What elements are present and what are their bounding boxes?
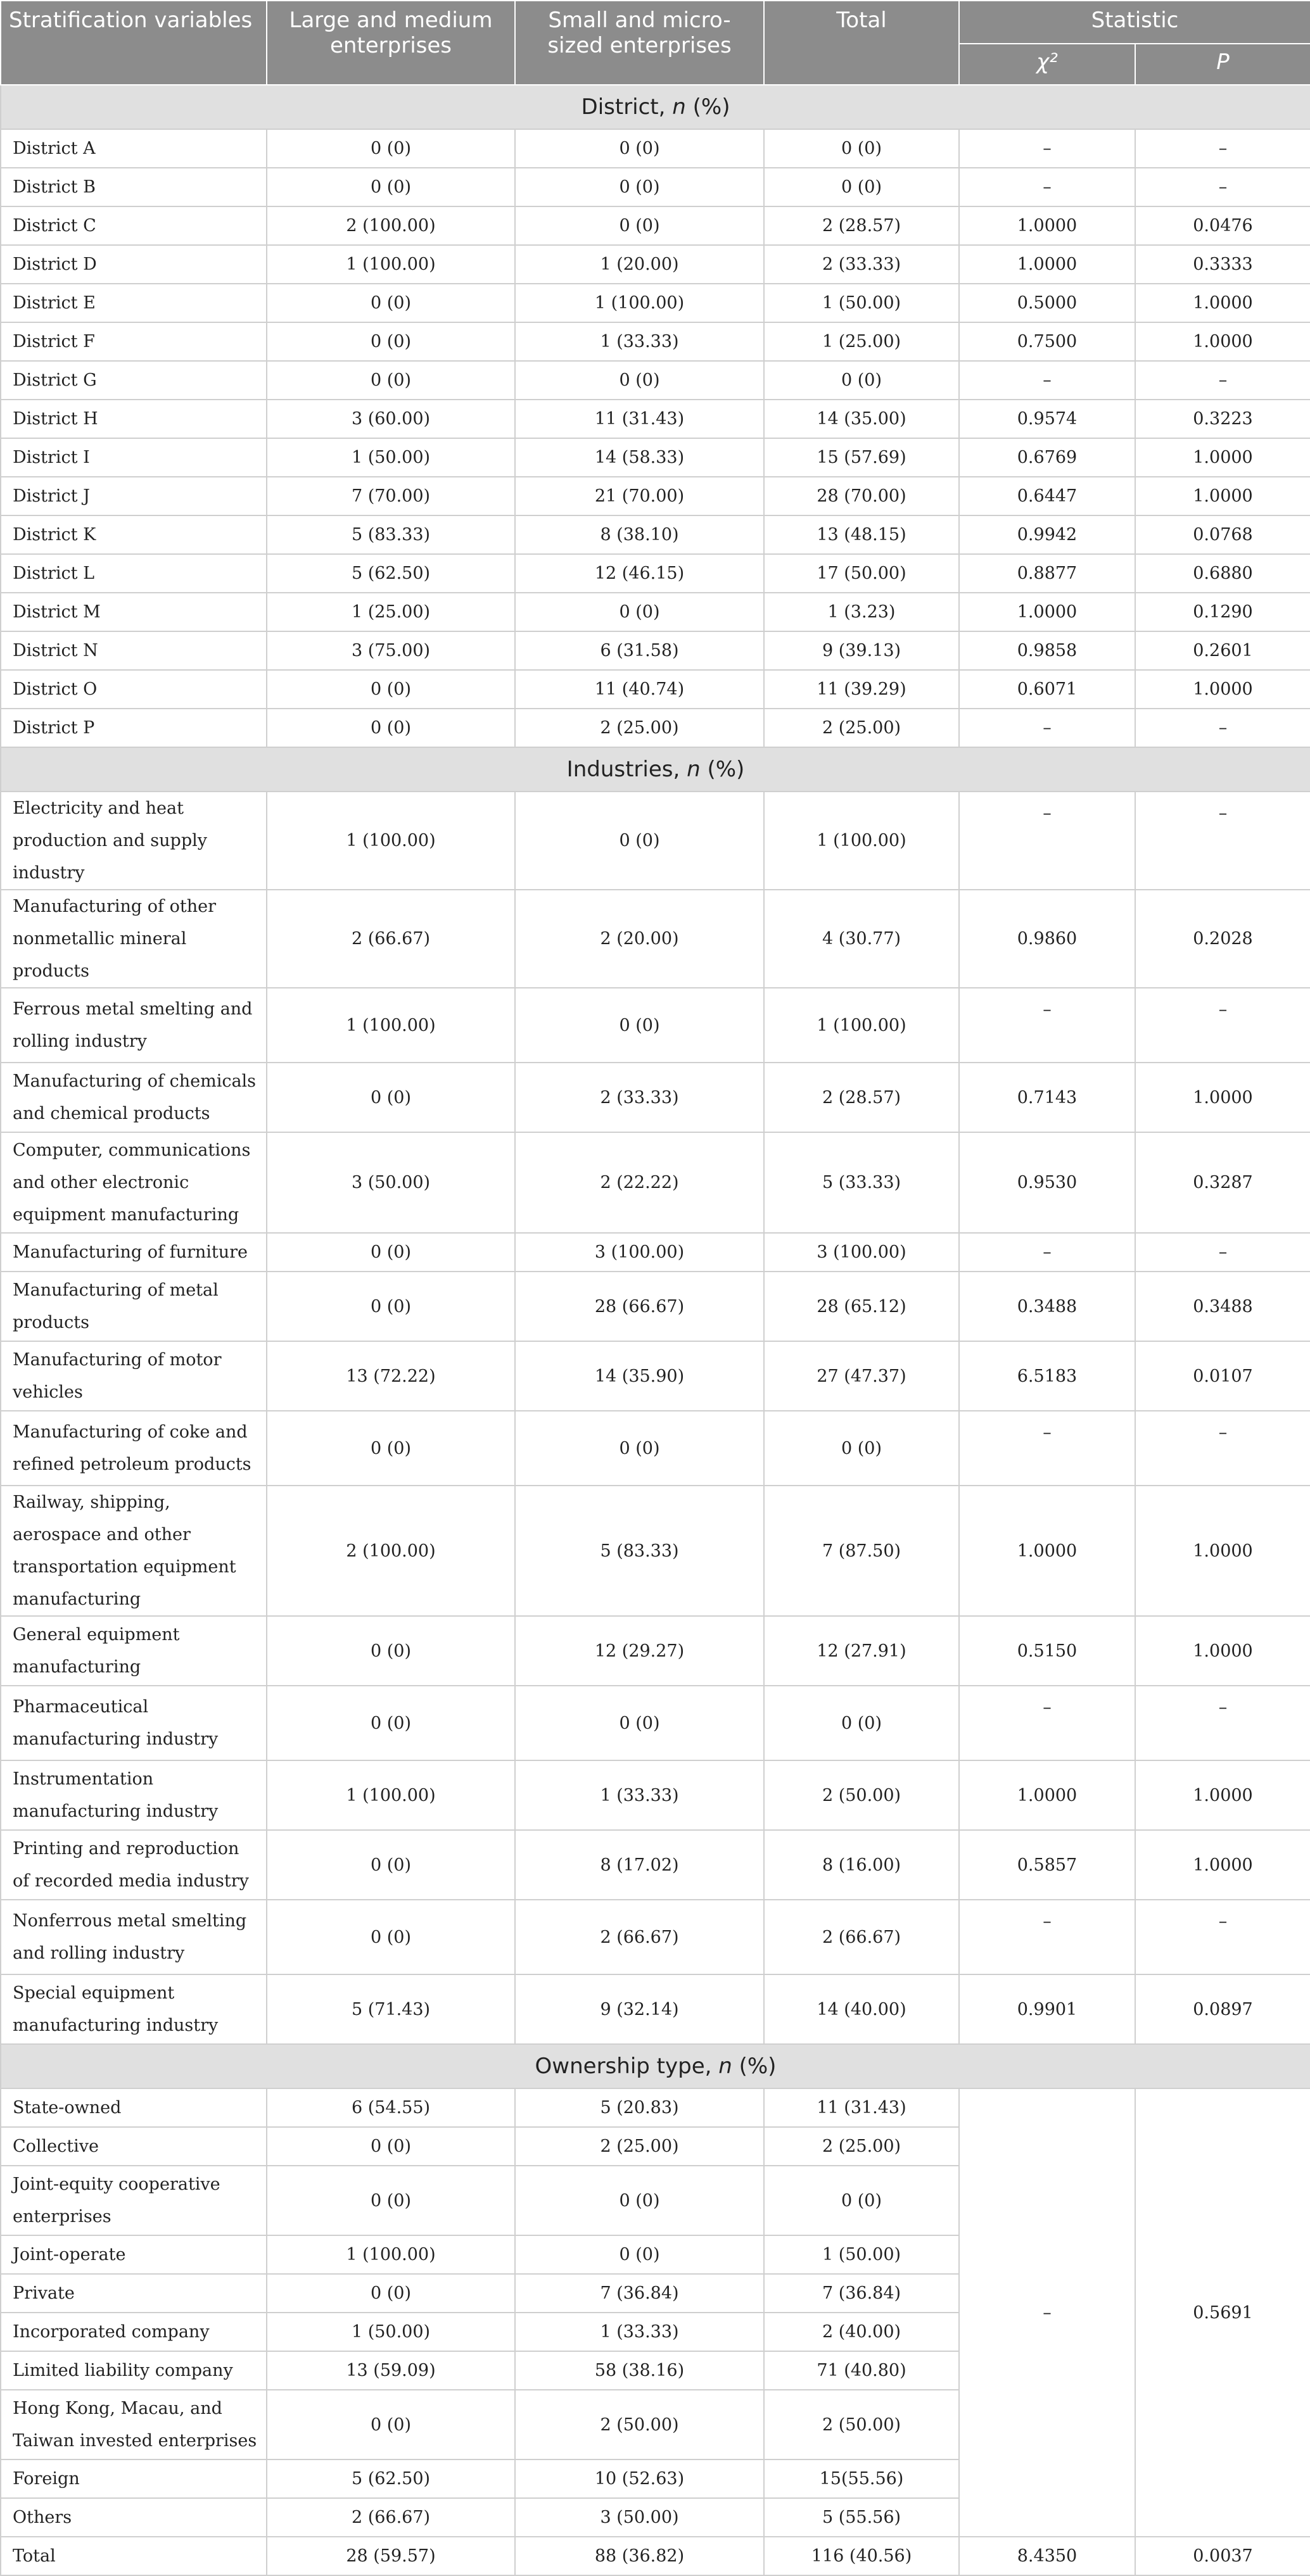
table-row [1, 554, 1310, 593]
cell-total: 1 (100.00) [764, 792, 959, 890]
row-label: District E [1, 284, 267, 322]
cell-large-medium: 0 (0) [267, 2166, 515, 2235]
cell-large-medium: 1 (100.00) [267, 1760, 515, 1830]
cell-small-micro: 2 (25.00) [515, 2127, 764, 2166]
cell-p: – [1135, 1900, 1310, 1974]
cell-total: 2 (66.67) [764, 1900, 959, 1974]
cell-total: 1 (100.00) [764, 988, 959, 1063]
row-label: Limited liability company [1, 2351, 267, 2390]
table-row [1, 1132, 1310, 1233]
table-row [1, 631, 1310, 670]
cell-p: 1.0000 [1135, 1830, 1310, 1900]
cell-total: 12 (27.91) [764, 1616, 959, 1686]
table-row [1, 1900, 1310, 1974]
cell-total: 4 (30.77) [764, 890, 959, 988]
cell-total: 13 (48.15) [764, 515, 959, 554]
cell-total: 2 (33.33) [764, 245, 959, 284]
row-label: District J [1, 477, 267, 515]
row-label: District M [1, 593, 267, 631]
row-label: District C [1, 206, 267, 245]
cell-chi2: – [959, 361, 1135, 400]
cell-total: 7 (36.84) [764, 2274, 959, 2313]
cell-total: 2 (28.57) [764, 1063, 959, 1132]
cell-total: 71 (40.80) [764, 2351, 959, 2390]
table-row [1, 792, 1310, 890]
cell-small-micro: 14 (58.33) [515, 438, 764, 477]
cell-p: 0.0107 [1135, 1341, 1310, 1411]
table-row [1, 670, 1310, 709]
cell-large-medium: 2 (100.00) [267, 206, 515, 245]
cell-chi2: 1.0000 [959, 593, 1135, 631]
cell-total: 0 (0) [764, 2166, 959, 2235]
row-label: Manufacturing of furniture [1, 1233, 267, 1272]
row-label: Manufacturing of coke and refined petroleum products [1, 1411, 267, 1486]
cell-small-micro: 12 (29.27) [515, 1616, 764, 1686]
row-label: District O [1, 670, 267, 709]
cell-total: 1 (50.00) [764, 2235, 959, 2274]
cell-chi2: 1.0000 [959, 245, 1135, 284]
cell-large-medium: 3 (50.00) [267, 1132, 515, 1233]
ownership-rows [1, 2088, 1310, 2537]
cell-chi2: – [959, 168, 1135, 206]
table-row [1, 400, 1310, 438]
cell-small-micro: 8 (38.10) [515, 515, 764, 554]
cell-small-micro: 0 (0) [515, 2166, 764, 2235]
cell-chi2: 0.5857 [959, 1830, 1135, 1900]
cell-large-medium: 0 (0) [267, 1616, 515, 1686]
table-row [1, 1486, 1310, 1616]
cell-large-medium: 7 (70.00) [267, 477, 515, 515]
table-row [1, 1341, 1310, 1411]
cell-total: 9 (39.13) [764, 631, 959, 670]
cell-small-micro: 1 (20.00) [515, 245, 764, 284]
cell-p: 0.3287 [1135, 1132, 1310, 1233]
cell-p: 1.0000 [1135, 1063, 1310, 1132]
cell-chi2: 0.9858 [959, 631, 1135, 670]
cell-p: – [1135, 1233, 1310, 1272]
table-row [1, 515, 1310, 554]
cell-chi2: 8.4350 [959, 2537, 1135, 2575]
table-row [1, 2088, 1310, 2127]
table-row [1, 322, 1310, 361]
cell-small-micro: 0 (0) [515, 792, 764, 890]
row-label: Nonferrous metal smelting and rolling industry [1, 1900, 267, 1974]
row-label: Computer, communications and other electronic equipment manufacturing [1, 1132, 267, 1233]
cell-large-medium: 0 (0) [267, 361, 515, 400]
section-industries [1, 747, 1310, 792]
cell-small-micro: 0 (0) [515, 129, 764, 168]
cell-chi2: 0.9942 [959, 515, 1135, 554]
cell-chi2: 0.9901 [959, 1974, 1135, 2044]
cell-chi2: 0.9860 [959, 890, 1135, 988]
cell-chi2: 0.9530 [959, 1132, 1135, 1233]
cell-total: 15 (57.69) [764, 438, 959, 477]
row-label: Collective [1, 2127, 267, 2166]
cell-chi2: 6.5183 [959, 1341, 1135, 1411]
cell-small-micro: 21 (70.00) [515, 477, 764, 515]
table-row [1, 593, 1310, 631]
row-label: Instrumentation manufacturing industry [1, 1760, 267, 1830]
cell-small-micro: 1 (33.33) [515, 2313, 764, 2351]
cell-chi2: 1.0000 [959, 1760, 1135, 1830]
cell-small-micro: 0 (0) [515, 593, 764, 631]
cell-large-medium: 5 (62.50) [267, 554, 515, 593]
table-row [1, 1830, 1310, 1900]
cell-p: – [1135, 792, 1310, 890]
section-title: District, n (%) [1, 85, 1310, 129]
table-row [1, 361, 1310, 400]
row-label: Manufacturing of metal products [1, 1272, 267, 1341]
table-row [1, 890, 1310, 988]
cell-chi2: – [959, 709, 1135, 747]
row-label: Electricity and heat production and supply industry [1, 792, 267, 890]
cell-total: 0 (0) [764, 361, 959, 400]
cell-small-micro: 11 (31.43) [515, 400, 764, 438]
cell-total: 11 (31.43) [764, 2088, 959, 2127]
cell-p: 0.1290 [1135, 593, 1310, 631]
cell-chi2: 0.9574 [959, 400, 1135, 438]
cell-total: 7 (87.50) [764, 1486, 959, 1616]
cell-small-micro: 7 (36.84) [515, 2274, 764, 2313]
cell-large-medium: 5 (62.50) [267, 2459, 515, 2498]
cell-small-micro: 2 (66.67) [515, 1900, 764, 1974]
cell-small-micro: 2 (25.00) [515, 709, 764, 747]
cell-large-medium: 0 (0) [267, 2127, 515, 2166]
cell-large-medium: 6 (54.55) [267, 2088, 515, 2127]
cell-small-micro: 88 (36.82) [515, 2537, 764, 2575]
cell-p: – [1135, 361, 1310, 400]
cell-large-medium: 28 (59.57) [267, 2537, 515, 2575]
table-row [1, 1616, 1310, 1686]
cell-total: 0 (0) [764, 129, 959, 168]
table-row [1, 1063, 1310, 1132]
cell-large-medium: 1 (100.00) [267, 2235, 515, 2274]
cell-chi2: 0.8877 [959, 554, 1135, 593]
table-row [1, 709, 1310, 747]
cell-small-micro: 0 (0) [515, 206, 764, 245]
cell-total: 2 (40.00) [764, 2313, 959, 2351]
cell-chi2: 0.7143 [959, 1063, 1135, 1132]
cell-p: 0.5691 [1135, 2088, 1310, 2537]
cell-small-micro: 9 (32.14) [515, 1974, 764, 2044]
cell-large-medium: 0 (0) [267, 1411, 515, 1486]
header-small-micro: Small and micro-sized enterprises [515, 1, 764, 85]
cell-small-micro: 28 (66.67) [515, 1272, 764, 1341]
cell-large-medium: 1 (25.00) [267, 593, 515, 631]
cell-large-medium: 2 (66.67) [267, 890, 515, 988]
table-row [1, 1760, 1310, 1830]
total-row [1, 2537, 1310, 2575]
row-label: Private [1, 2274, 267, 2313]
row-label: Joint-equity cooperative enterprises [1, 2166, 267, 2235]
cell-large-medium: 2 (100.00) [267, 1486, 515, 1616]
cell-small-micro: 8 (17.02) [515, 1830, 764, 1900]
cell-small-micro: 58 (38.16) [515, 2351, 764, 2390]
row-label: District L [1, 554, 267, 593]
header-p: P [1135, 44, 1310, 85]
row-label: Total [1, 2537, 267, 2575]
cell-total: 17 (50.00) [764, 554, 959, 593]
cell-large-medium: 0 (0) [267, 322, 515, 361]
row-label: Manufacturing of chemicals and chemical products [1, 1063, 267, 1132]
row-label: Manufacturing of motor vehicles [1, 1341, 267, 1411]
row-label: Joint-operate [1, 2235, 267, 2274]
header-chi2: χ² [959, 44, 1135, 85]
cell-chi2: 0.5000 [959, 284, 1135, 322]
cell-large-medium: 0 (0) [267, 129, 515, 168]
table-header [1, 1, 1310, 85]
row-label: Pharmaceutical manufacturing industry [1, 1686, 267, 1760]
row-label: General equipment manufacturing [1, 1616, 267, 1686]
cell-total: 2 (50.00) [764, 2390, 959, 2459]
cell-small-micro: 2 (20.00) [515, 890, 764, 988]
cell-p: – [1135, 709, 1310, 747]
row-label: District N [1, 631, 267, 670]
cell-p: 0.0897 [1135, 1974, 1310, 2044]
district-rows [1, 129, 1310, 747]
cell-p: – [1135, 129, 1310, 168]
cell-total: 1 (25.00) [764, 322, 959, 361]
cell-chi2: – [959, 1686, 1135, 1760]
cell-small-micro: 3 (100.00) [515, 1233, 764, 1272]
cell-large-medium: 2 (66.67) [267, 2498, 515, 2537]
cell-large-medium: 0 (0) [267, 1686, 515, 1760]
cell-total: 1 (50.00) [764, 284, 959, 322]
cell-small-micro: 12 (46.15) [515, 554, 764, 593]
cell-small-micro: 0 (0) [515, 361, 764, 400]
table-row [1, 168, 1310, 206]
row-label: District P [1, 709, 267, 747]
cell-total: 0 (0) [764, 1686, 959, 1760]
cell-large-medium: 1 (100.00) [267, 245, 515, 284]
cell-p: 1.0000 [1135, 322, 1310, 361]
cell-small-micro: 5 (20.83) [515, 2088, 764, 2127]
cell-large-medium: 0 (0) [267, 2390, 515, 2459]
row-label: State-owned [1, 2088, 267, 2127]
cell-p: 0.3223 [1135, 400, 1310, 438]
cell-p: 0.2028 [1135, 890, 1310, 988]
row-label: Railway, shipping, aerospace and other transportation equipment manufacturing [1, 1486, 267, 1616]
cell-large-medium: 1 (100.00) [267, 792, 515, 890]
table-row [1, 1411, 1310, 1486]
cell-chi2: 1.0000 [959, 1486, 1135, 1616]
industry-rows [1, 792, 1310, 2044]
cell-large-medium: 3 (75.00) [267, 631, 515, 670]
table-row [1, 245, 1310, 284]
cell-p: 0.0476 [1135, 206, 1310, 245]
cell-small-micro: 2 (22.22) [515, 1132, 764, 1233]
cell-total: 116 (40.56) [764, 2537, 959, 2575]
cell-small-micro: 0 (0) [515, 1686, 764, 1760]
cell-p: 0.6880 [1135, 554, 1310, 593]
cell-small-micro: 1 (100.00) [515, 284, 764, 322]
cell-chi2: 0.3488 [959, 1272, 1135, 1341]
cell-total: 0 (0) [764, 168, 959, 206]
cell-p: 1.0000 [1135, 477, 1310, 515]
cell-small-micro: 2 (50.00) [515, 2390, 764, 2459]
cell-total: 2 (28.57) [764, 206, 959, 245]
cell-large-medium: 1 (50.00) [267, 438, 515, 477]
cell-large-medium: 0 (0) [267, 1830, 515, 1900]
cell-total: 28 (65.12) [764, 1272, 959, 1341]
cell-p: 0.3488 [1135, 1272, 1310, 1341]
table-row [1, 1974, 1310, 2044]
cell-small-micro: 11 (40.74) [515, 670, 764, 709]
cell-large-medium: 0 (0) [267, 168, 515, 206]
row-label: District B [1, 168, 267, 206]
cell-small-micro: 2 (33.33) [515, 1063, 764, 1132]
cell-p: 0.0768 [1135, 515, 1310, 554]
cell-small-micro: 1 (33.33) [515, 322, 764, 361]
section-title: Industries, n (%) [1, 747, 1310, 792]
cell-p: 1.0000 [1135, 284, 1310, 322]
table-row [1, 206, 1310, 245]
cell-large-medium: 5 (71.43) [267, 1974, 515, 2044]
table-row [1, 1686, 1310, 1760]
cell-p: – [1135, 1686, 1310, 1760]
cell-large-medium: 13 (59.09) [267, 2351, 515, 2390]
cell-large-medium: 5 (83.33) [267, 515, 515, 554]
cell-total: 5 (33.33) [764, 1132, 959, 1233]
cell-total: 2 (25.00) [764, 709, 959, 747]
cell-total: 3 (100.00) [764, 1233, 959, 1272]
cell-total: 15(55.56) [764, 2459, 959, 2498]
cell-large-medium: 0 (0) [267, 1900, 515, 1974]
cell-p: 0.3333 [1135, 245, 1310, 284]
cell-p: 1.0000 [1135, 1616, 1310, 1686]
cell-large-medium: 0 (0) [267, 1272, 515, 1341]
cell-p: 1.0000 [1135, 1486, 1310, 1616]
cell-p: 0.2601 [1135, 631, 1310, 670]
cell-chi2: – [959, 1411, 1135, 1486]
section-ownership [1, 2044, 1310, 2088]
row-label: Foreign [1, 2459, 267, 2498]
cell-large-medium: 0 (0) [267, 670, 515, 709]
table-row [1, 988, 1310, 1063]
cell-chi2: 0.6071 [959, 670, 1135, 709]
row-label: District A [1, 129, 267, 168]
row-label: Special equipment manufacturing industry [1, 1974, 267, 2044]
cell-chi2: – [959, 988, 1135, 1063]
cell-small-micro: 0 (0) [515, 168, 764, 206]
cell-p: – [1135, 1411, 1310, 1486]
table-row [1, 477, 1310, 515]
cell-large-medium: 3 (60.00) [267, 400, 515, 438]
row-label: Hong Kong, Macau, and Taiwan invested enterprises [1, 2390, 267, 2459]
row-label: District G [1, 361, 267, 400]
row-label: District H [1, 400, 267, 438]
row-label: District K [1, 515, 267, 554]
header-total: Total [764, 1, 959, 85]
cell-small-micro: 5 (83.33) [515, 1486, 764, 1616]
cell-total: 8 (16.00) [764, 1830, 959, 1900]
header-large-medium: Large and medium enterprises [267, 1, 515, 85]
section-district [1, 85, 1310, 129]
row-label: Printing and reproduction of recorded media industry [1, 1830, 267, 1900]
cell-chi2: 0.6769 [959, 438, 1135, 477]
cell-large-medium: 0 (0) [267, 709, 515, 747]
cell-small-micro: 0 (0) [515, 1411, 764, 1486]
cell-large-medium: 0 (0) [267, 1063, 515, 1132]
cell-total: 1 (3.23) [764, 593, 959, 631]
cell-p: 1.0000 [1135, 1760, 1310, 1830]
cell-small-micro: 0 (0) [515, 988, 764, 1063]
cell-small-micro: 1 (33.33) [515, 1760, 764, 1830]
row-label: District I [1, 438, 267, 477]
cell-large-medium: 0 (0) [267, 284, 515, 322]
table-row [1, 438, 1310, 477]
row-label: District F [1, 322, 267, 361]
cell-large-medium: 0 (0) [267, 2274, 515, 2313]
cell-total: 11 (39.29) [764, 670, 959, 709]
cell-chi2: – [959, 2088, 1135, 2537]
cell-small-micro: 10 (52.63) [515, 2459, 764, 2498]
row-label: District D [1, 245, 267, 284]
cell-total: 0 (0) [764, 1411, 959, 1486]
section-title: Ownership type, n (%) [1, 2044, 1310, 2088]
cell-p: 1.0000 [1135, 438, 1310, 477]
row-label: Manufacturing of other nonmetallic mineral products [1, 890, 267, 988]
cell-large-medium: 0 (0) [267, 1233, 515, 1272]
header-statistic: Statistic [959, 1, 1310, 44]
table-row [1, 1233, 1310, 1272]
cell-chi2: – [959, 1900, 1135, 1974]
cell-total: 5 (55.56) [764, 2498, 959, 2537]
cell-small-micro: 0 (0) [515, 2235, 764, 2274]
cell-large-medium: 1 (50.00) [267, 2313, 515, 2351]
cell-small-micro: 3 (50.00) [515, 2498, 764, 2537]
cell-chi2: – [959, 792, 1135, 890]
header-stratification: Stratification variables [1, 1, 267, 85]
table-row [1, 1272, 1310, 1341]
row-label: Others [1, 2498, 267, 2537]
cell-total: 2 (25.00) [764, 2127, 959, 2166]
cell-total: 14 (40.00) [764, 1974, 959, 2044]
row-label: Ferrous metal smelting and rolling industry [1, 988, 267, 1063]
cell-total: 28 (70.00) [764, 477, 959, 515]
cell-large-medium: 1 (100.00) [267, 988, 515, 1063]
cell-chi2: 1.0000 [959, 206, 1135, 245]
cell-small-micro: 6 (31.58) [515, 631, 764, 670]
cell-chi2: 0.5150 [959, 1616, 1135, 1686]
cell-p: 1.0000 [1135, 670, 1310, 709]
cell-small-micro: 14 (35.90) [515, 1341, 764, 1411]
cell-total: 14 (35.00) [764, 400, 959, 438]
cell-chi2: – [959, 1233, 1135, 1272]
cell-chi2: – [959, 129, 1135, 168]
cell-chi2: 0.7500 [959, 322, 1135, 361]
cell-large-medium: 13 (72.22) [267, 1341, 515, 1411]
table-row [1, 129, 1310, 168]
row-label: Incorporated company [1, 2313, 267, 2351]
cell-p: – [1135, 168, 1310, 206]
table-row [1, 284, 1310, 322]
cell-p: 0.0037 [1135, 2537, 1310, 2575]
cell-total: 2 (50.00) [764, 1760, 959, 1830]
cell-total: 27 (47.37) [764, 1341, 959, 1411]
cell-p: – [1135, 988, 1310, 1063]
cell-chi2: 0.6447 [959, 477, 1135, 515]
